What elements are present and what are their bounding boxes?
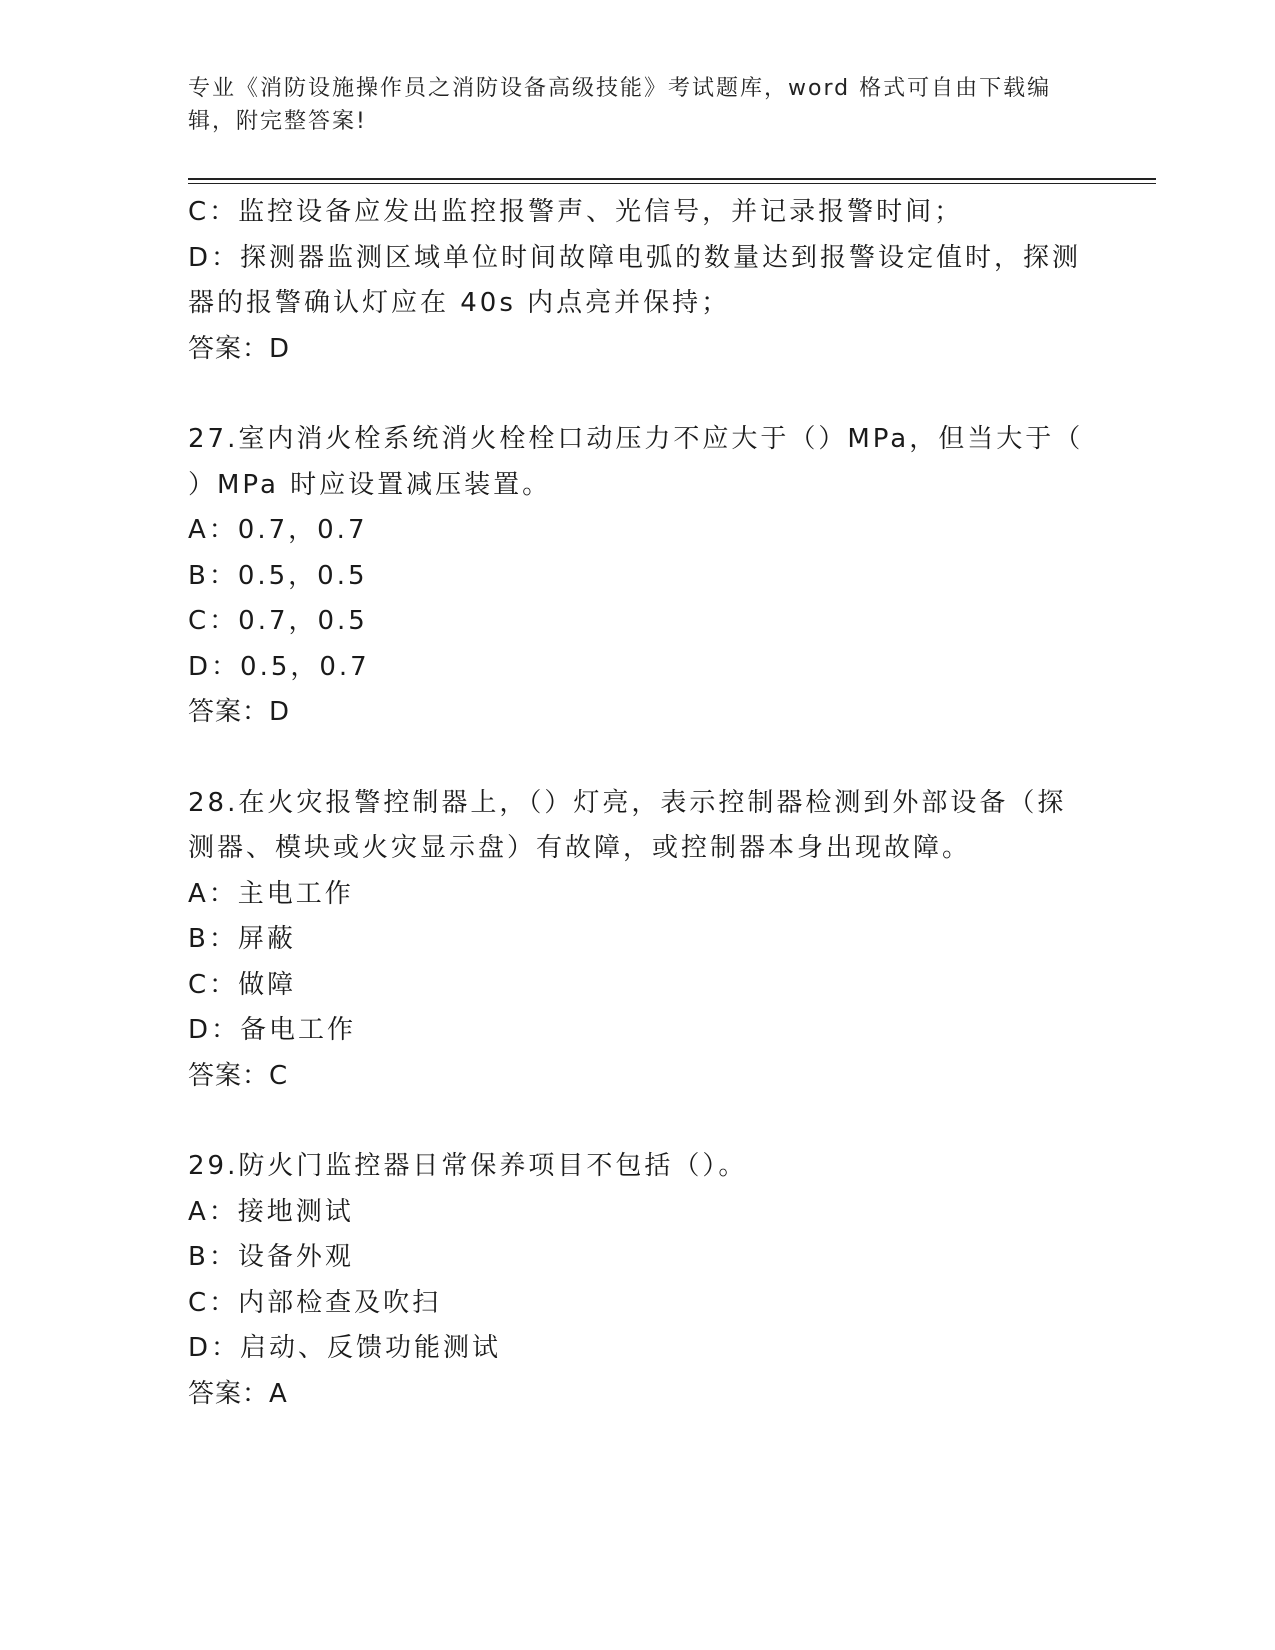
- question-stem-line-1: 28.在火灾报警控制器上，（）灯亮，表示控制器检测到外部设备（探: [188, 787, 1067, 818]
- header-divider-thin: [188, 183, 1156, 184]
- option-c: C：做障: [188, 969, 297, 1000]
- option-b: B：屏蔽: [188, 924, 296, 954]
- document-header: [188, 72, 1068, 138]
- option-a: A：接地测试: [188, 1196, 354, 1227]
- question-stem-line-1: 29.防火门监控器日常保养项目不包括（）。: [188, 1151, 748, 1181]
- question-27: [188, 417, 1084, 736]
- spacer: [188, 736, 1078, 781]
- question-28: [188, 781, 1078, 1100]
- question-stem-line-1: 27.室内消火栓系统消火栓栓口动压力不应大于（）MPa，但当大于（: [188, 424, 1084, 454]
- option-b: B：设备外观: [188, 1242, 354, 1272]
- option-b: B：0.5，0.5: [188, 560, 368, 591]
- spacer: [188, 1099, 1078, 1144]
- option-d-line-1: D：探测器监测区域单位时间故障电弧的数量达到报警设定值时，探测: [188, 242, 1082, 273]
- previous-question-tail: [188, 190, 1082, 372]
- option-c: C：内部检查及吹扫: [188, 1287, 442, 1318]
- option-d: D：备电工作: [188, 1015, 357, 1045]
- header-line-2: 辑，附完整答案!: [188, 109, 367, 134]
- answer: 答案：A: [188, 1378, 288, 1409]
- option-a: A：主电工作: [188, 878, 354, 909]
- spacer: [188, 372, 1078, 417]
- option-c: C：0.7，0.5: [188, 606, 368, 636]
- answer: 答案：C: [188, 1060, 289, 1091]
- option-c: C：监控设备应发出监控报警声、光信号，并记录报警时间；: [188, 197, 964, 227]
- question-list: [188, 190, 1084, 1417]
- option-d: D：启动、反馈功能测试: [188, 1333, 502, 1363]
- question-29: [188, 1144, 1078, 1417]
- header-line-1: 专业《消防设施操作员之消防设备高级技能》考试题库，word 格式可自由下载编: [188, 76, 1052, 101]
- header-divider-thick: [188, 178, 1156, 180]
- option-a: A：0.7，0.7: [188, 515, 368, 545]
- answer: 答案：D: [188, 697, 291, 727]
- question-stem-line-2: 测器、模块或火灾显示盘）有故障，或控制器本身出现故障。: [188, 833, 972, 863]
- option-d: D：0.5，0.7: [188, 651, 370, 682]
- option-d-line-2: 器的报警确认灯应在 40s 内点亮并保持；: [188, 288, 731, 318]
- answer: 答案：D: [188, 333, 291, 364]
- question-stem-line-2: ）MPa 时应设置减压装置。: [188, 469, 552, 500]
